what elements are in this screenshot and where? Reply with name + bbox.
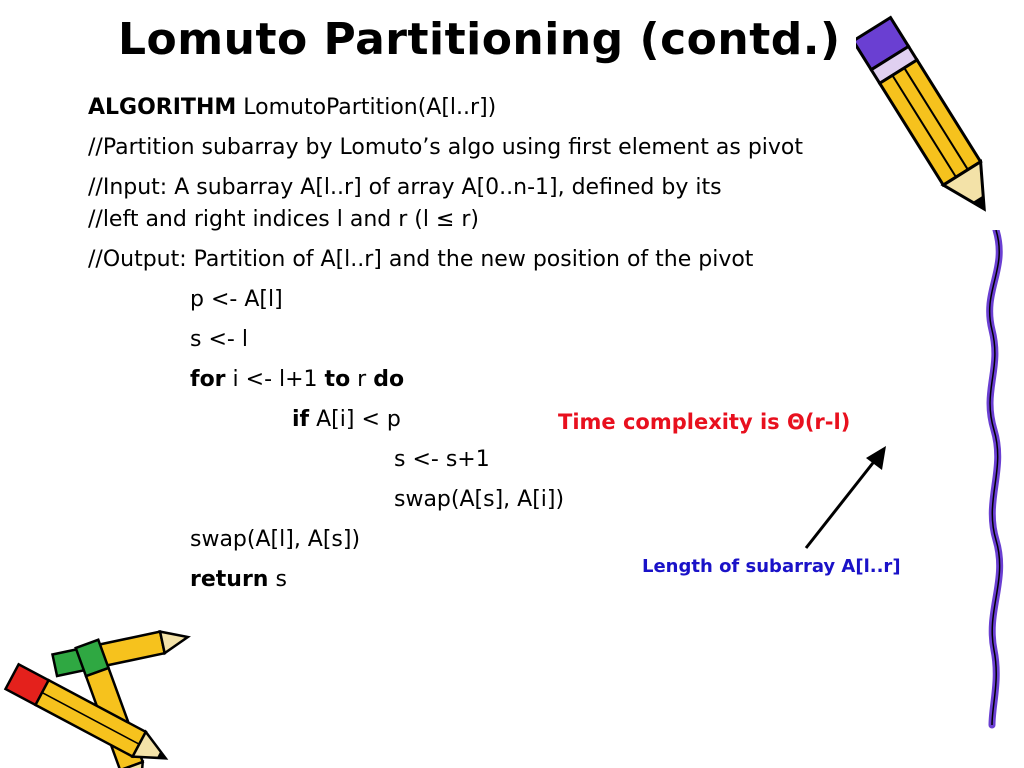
pencil-icon [856,2,1006,242]
keyword-do: do [373,367,405,392]
annotation-arrow [790,440,900,560]
keyword-to: to [324,367,351,392]
for-upper: r [350,367,374,392]
code-line-for [88,364,898,396]
length-annotation: Length of subarray A[l..r] [642,556,901,577]
code-line-swap-outer: swap(A[l], A[s]) [190,527,361,552]
algorithm-body [88,92,898,596]
code-line-swap-inner: swap(A[s], A[i]) [394,487,565,512]
pencils-icon [0,615,210,768]
squiggle-line [962,230,1024,730]
code-line-p: p <- A[l] [190,287,283,312]
comment-input-2: //left and right indices l and r (l ≤ r) [88,207,480,232]
for-range: i <- l+1 [225,367,325,392]
return-value: s [268,567,287,592]
comment-input-1: //Input: A subarray A[l..r] of array A[0..n-1], defined by its [88,175,722,200]
comment-output: //Output: Partition of A[l..r] and the new position of the pivot [88,247,754,272]
code-line-s: s <- l [190,327,248,352]
algorithm-header [88,92,898,124]
algorithm-signature: LomutoPartition(A[l..r]) [236,95,497,120]
slide-title: Lomuto Partitioning (contd.) [118,14,841,65]
if-condition: A[i] < p [309,407,401,432]
keyword-return: return [190,567,269,592]
comment-partition: //Partition subarray by Lomuto’s algo using first element as pivot [88,135,804,160]
complexity-annotation: Time complexity is Θ(r-l) [558,410,851,434]
keyword-if: if [292,407,310,432]
code-line-increment: s <- s+1 [394,447,490,472]
keyword-algorithm: ALGORITHM [88,95,237,120]
keyword-for: for [190,367,226,392]
